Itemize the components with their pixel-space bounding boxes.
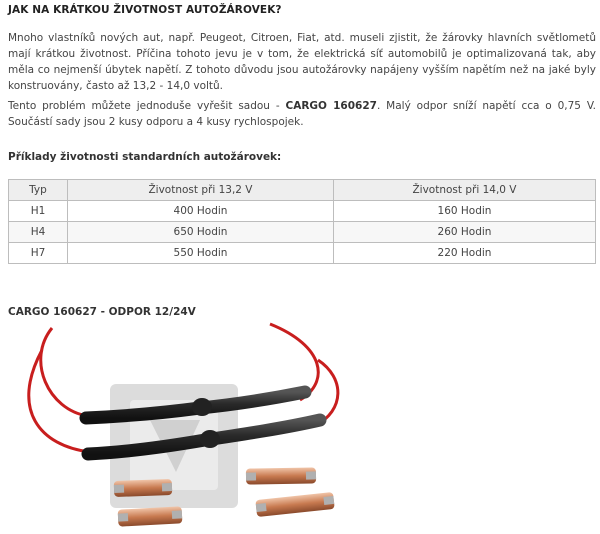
product-photo	[0, 320, 600, 534]
table-row	[9, 222, 596, 243]
header-type: Typ	[9, 180, 68, 201]
cell-life-14v: 160 Hodin	[334, 201, 596, 222]
bulb-lifetime-table	[8, 179, 596, 264]
cell-life-13-2v: 550 Hodin	[68, 243, 334, 264]
product-title: CARGO 160627 - ODPOR 12/24V	[8, 306, 196, 318]
quick-connector	[114, 479, 173, 497]
cell-type: H7	[9, 243, 68, 264]
cell-life-14v: 260 Hodin	[334, 222, 596, 243]
product-code: CARGO 160627	[285, 100, 377, 112]
solution-paragraph	[8, 98, 596, 130]
header-life-14v: Životnost při 14,0 V	[334, 180, 596, 201]
table-row	[9, 201, 596, 222]
cell-life-13-2v: 400 Hodin	[68, 201, 334, 222]
cell-life-14v: 220 Hodin	[334, 243, 596, 264]
quick-connector	[255, 492, 334, 517]
article-title: JAK NA KRÁTKOU ŽIVOTNOST AUTOŽÁROVEK?	[8, 4, 282, 16]
cell-type: H4	[9, 222, 68, 243]
header-life-13-2v: Životnost při 13,2 V	[68, 180, 334, 201]
quick-connector	[246, 467, 316, 484]
intro-paragraph: Mnoho vlastníků nových aut, např. Peugeot, Citroen, Fiat, atd. museli zjistit, že žárovky hlavních světlometů mají krátkou životnost. Příčina tohoto jevu je v tom, že elektrická síť automobilů je optimalizovaná tak, aby měla co nejmenší úbytek napětí. Z tohoto důvodu jsou autožárovky napájeny vyšším napětím než na jaké byly konstruovány, často až 13,2 - 14,0 voltů.	[8, 32, 596, 92]
solution-text-end: . Malý odpor sníží napětí cca o 0,75 V. Součástí sady jsou 2 kusy odporu a 4 kusy rychlospojek.	[8, 100, 596, 128]
cell-type: H1	[9, 201, 68, 222]
examples-heading: Příklady životnosti standardních autožárovek:	[8, 151, 282, 163]
table-row	[9, 243, 596, 264]
table-header-row	[9, 180, 596, 201]
quick-connector	[118, 506, 183, 526]
cell-life-13-2v: 650 Hodin	[68, 222, 334, 243]
solution-text-start: Tento problém můžete jednoduše vyřešit sadou -	[8, 100, 286, 112]
